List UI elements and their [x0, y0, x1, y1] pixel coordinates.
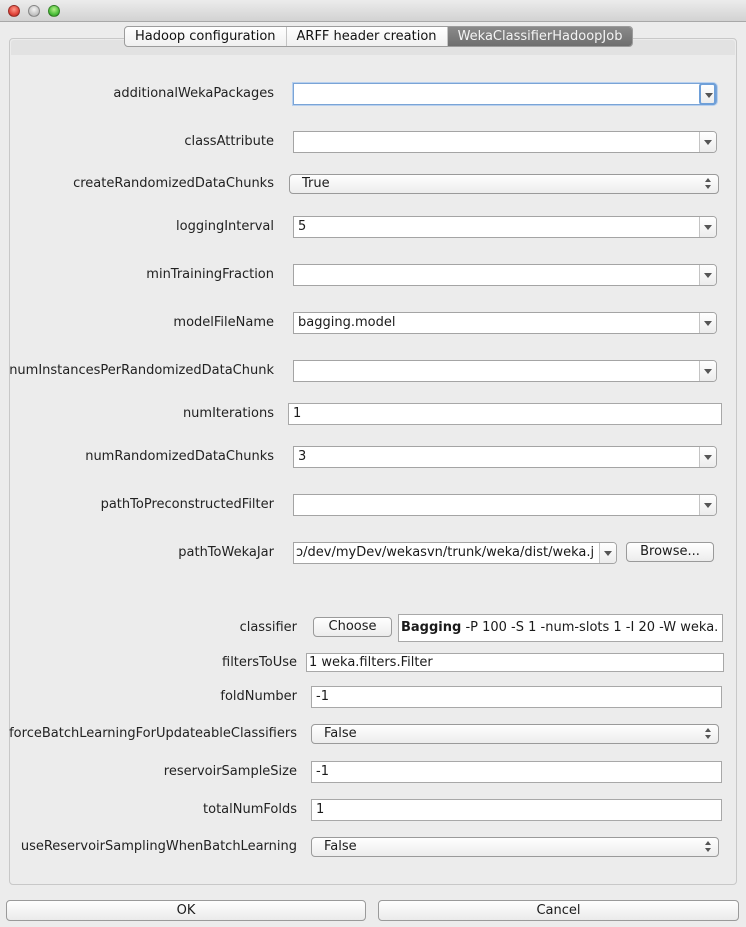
class-attribute-combo[interactable]	[293, 131, 717, 153]
logging-interval-combo[interactable]	[293, 216, 717, 238]
chevron-down-icon[interactable]	[699, 217, 716, 237]
additional-weka-packages-combo[interactable]	[293, 83, 717, 105]
force-batch-learning-label: forceBatchLearningForUpdateableClassifiers	[9, 726, 297, 741]
path-to-weka-jar-label: pathToWekaJar	[178, 545, 274, 560]
fold-number-label: foldNumber	[220, 689, 297, 704]
cancel-button[interactable]: Cancel	[378, 900, 739, 921]
min-training-fraction-label: minTrainingFraction	[146, 267, 274, 282]
classifier-label: classifier	[239, 620, 297, 635]
num-iterations-label: numIterations	[182, 406, 274, 421]
classifier-summary[interactable]	[398, 614, 723, 642]
zoom-window-icon[interactable]	[48, 5, 60, 17]
chevron-down-icon[interactable]	[699, 495, 716, 515]
num-randomized-data-chunks-label: numRandomizedDataChunks	[85, 449, 274, 464]
classifier-name: Bagging	[401, 620, 462, 635]
model-file-name-value: bagging.model	[298, 315, 396, 330]
reservoir-sample-size-value: -1	[316, 764, 329, 779]
chevron-down-icon[interactable]	[699, 132, 716, 152]
total-num-folds-input[interactable]	[311, 799, 722, 821]
browse-button[interactable]: Browse...	[626, 542, 714, 562]
ok-button[interactable]: OK	[6, 900, 366, 921]
use-reservoir-sampling-value: False	[324, 839, 357, 854]
chevron-down-icon[interactable]	[699, 447, 716, 467]
tab-bar	[124, 26, 633, 47]
use-reservoir-sampling-select[interactable]	[311, 837, 719, 857]
logging-interval-label: loggingInterval	[176, 219, 274, 234]
filters-to-use-label: filtersToUse	[222, 655, 297, 670]
classifier-options: -P 100 -S 1 -num-slots 1 -I 20 -W weka.	[461, 620, 719, 635]
num-randomized-data-chunks-value: 3	[298, 449, 307, 464]
filters-to-use-field[interactable]	[306, 653, 724, 672]
class-attribute-label: classAttribute	[184, 134, 274, 149]
path-to-weka-jar-combo[interactable]	[293, 542, 617, 564]
additional-weka-packages-label: additionalWekaPackages	[113, 86, 274, 101]
num-randomized-data-chunks-combo[interactable]	[293, 446, 717, 468]
up-down-arrows-icon	[705, 728, 712, 740]
path-to-weka-jar-value: ɔ/dev/myDev/wekasvn/trunk/weka/dist/weka.j	[296, 545, 595, 560]
logging-interval-value: 5	[298, 219, 307, 234]
tab-weka-classifier-hadoop-job[interactable]: WekaClassifierHadoopJob	[448, 27, 633, 46]
num-instances-per-randomized-data-chunk-combo[interactable]	[293, 360, 717, 382]
force-batch-learning-select[interactable]	[311, 724, 719, 744]
chevron-down-icon[interactable]	[699, 83, 716, 105]
chevron-down-icon[interactable]	[599, 543, 616, 563]
chevron-down-icon[interactable]	[699, 265, 716, 285]
minimize-window-icon[interactable]	[28, 5, 40, 17]
tab-arff-header-creation[interactable]: ARFF header creation	[287, 27, 448, 46]
model-file-name-label: modelFileName	[173, 315, 274, 330]
path-to-preconstructed-filter-label: pathToPreconstructedFilter	[100, 497, 274, 512]
up-down-arrows-icon	[705, 841, 712, 853]
create-randomized-data-chunks-value: True	[302, 176, 330, 191]
min-training-fraction-combo[interactable]	[293, 264, 717, 286]
reservoir-sample-size-label: reservoirSampleSize	[163, 764, 297, 779]
close-window-icon[interactable]	[8, 5, 20, 17]
filters-to-use-value: 1 weka.filters.Filter	[309, 655, 433, 670]
path-to-preconstructed-filter-combo[interactable]	[293, 494, 717, 516]
chevron-down-icon[interactable]	[699, 361, 716, 381]
num-instances-per-randomized-data-chunk-label: numInstancesPerRandomizedDataChunk	[9, 363, 274, 378]
num-iterations-value: 1	[293, 406, 302, 421]
up-down-arrows-icon	[705, 178, 712, 190]
create-randomized-data-chunks-select[interactable]	[289, 174, 719, 194]
create-randomized-data-chunks-label: createRandomizedDataChunks	[73, 176, 274, 191]
fold-number-input[interactable]	[311, 686, 722, 708]
window-titlebar	[0, 0, 746, 22]
tab-hadoop-configuration[interactable]: Hadoop configuration	[125, 27, 287, 46]
chevron-down-icon[interactable]	[699, 313, 716, 333]
num-iterations-input[interactable]	[288, 403, 722, 425]
total-num-folds-label: totalNumFolds	[203, 802, 297, 817]
force-batch-learning-value: False	[324, 726, 357, 741]
use-reservoir-sampling-label: useReservoirSamplingWhenBatchLearning	[20, 839, 297, 854]
fold-number-value: -1	[316, 689, 329, 704]
choose-classifier-button[interactable]: Choose	[313, 617, 392, 637]
reservoir-sample-size-input[interactable]	[311, 761, 722, 783]
total-num-folds-value: 1	[316, 802, 325, 817]
model-file-name-combo[interactable]	[293, 312, 717, 334]
